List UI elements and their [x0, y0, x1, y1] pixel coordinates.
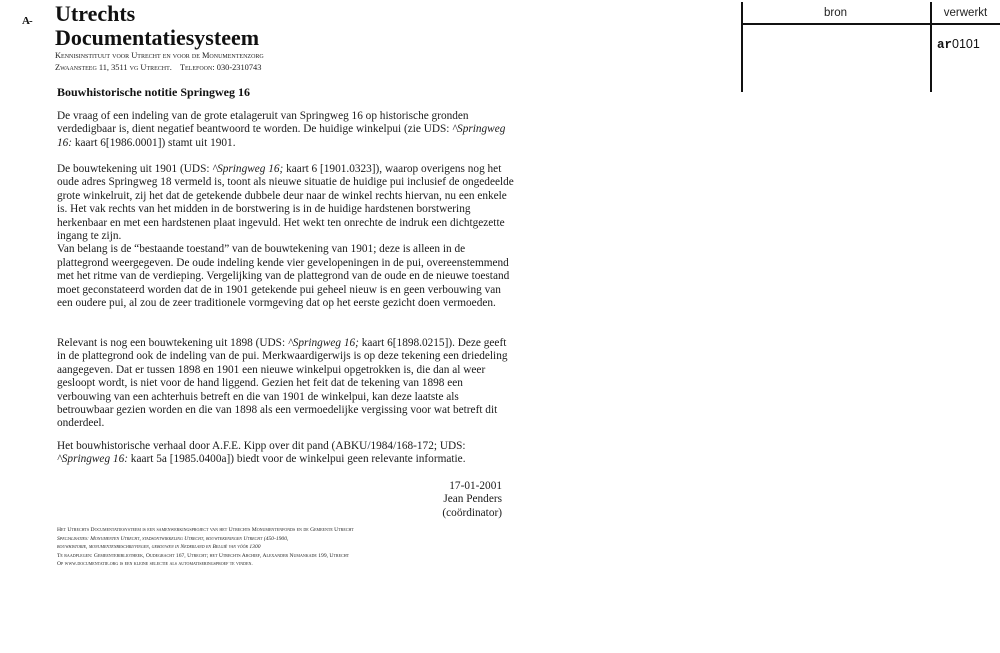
paragraph-1: [57, 110, 517, 150]
organization-address: Zwaansteeg 11, 3511 vg Utrecht.: [55, 63, 172, 72]
organization-subtitle: Kennisinstituut voor Utrecht en voor de Monumentenzorg: [55, 51, 264, 60]
column-header-processed: verwerkt: [943, 7, 988, 19]
document-title: Bouwhistorische notitie Springweg 16: [57, 85, 251, 99]
paragraph-1-text-a: De vraag of een indeling van de grote etalageruit van Springweg 16 op historische gronden verdedigbaar is, dient negatief beantwoord te worden. De huidige winkelpui (zie UDS:: [57, 110, 469, 136]
paragraph-3-text-b: kaart 6[1898.0215]). Deze geeft in de plattegrond ook de indeling van de pui. Merkwaardigerwijs is op deze tekening een driedeling aangegeven. Dat er tussen 1898 en 1901 een nieuwe winkelpui opgetrokken is, die dan al weer gesloopt wordt, is niet voor de hand liggend. Gezien het feit dat de tekening van 1898 een verbouwing van een achterhuis betreft en die van 1901 de winkelpui, kan deze laatste als betrouwbaar gezien worden en die van 1898 als een vermoedelijke vergissing voor wat betreft dit onderdeel.: [57, 337, 508, 430]
registration-code: [937, 37, 980, 52]
paragraph-4-text-b: kaart 5a [1985.0400a]) biedt voor de winkelpui geen relevante informatie.: [127, 453, 466, 466]
signature-role: (coördinator): [442, 506, 502, 519]
column-header-source: bron: [823, 7, 848, 19]
page-footer: [57, 526, 354, 569]
paragraph-1-reference: ^Springweg 16:: [57, 123, 506, 149]
paragraph-2: [57, 163, 517, 310]
logo-title-line1: Utrechts: [55, 1, 136, 26]
footer-line-3: bouwhistorie, monumentenbeschrijvingen, gebouwen in Nederland en België van vóór 1300: [57, 544, 261, 551]
signature-name: Jean Penders: [443, 493, 502, 506]
footer-line-5: Op www.documentatie.org is een kleine selectie als automatiseringsproef te vinden.: [57, 561, 253, 568]
paragraph-4: [57, 440, 517, 467]
paragraph-2-text-a: De bouwtekening uit 1901 (UDS:: [57, 163, 213, 175]
paragraph-3-reference: ^Springweg 16;: [287, 337, 359, 349]
table-header-divider: [741, 23, 1000, 25]
organization-contact: [55, 62, 261, 74]
paragraph-2-continuation: Van belang is de “bestaande toestand” van de bouwtekening van 1901; deze is alleen in de plattegrond weergegeven. De oude indeling kende vier gevelopeningen in de pui, overeenstemmend met het ritme van de verdieping. Vergelijking van de plattegrond van de oude en de nieuwe toestand moet geconstateerd worden dat de in 1901 getekende pui geheel nieuw is en geen verbouwing van een oudere pui, al zou de zeer traditionele vormgeving dat op het eerste gezicht doen vermoeden.: [57, 243, 510, 310]
organization-phone: Telefoon: 030-2310743: [179, 63, 262, 72]
paragraph-4-text-a: Het bouwhistorische verhaal door A.F.E. Kipp over dit pand (ABKU/1984/168-172; UDS:: [57, 440, 466, 452]
logo-title-line2: Documentatiesysteem: [55, 25, 260, 50]
signature-date: 17-01-2001: [449, 480, 502, 492]
paragraph-1-text-b: kaart 6[1986.0001]) stamt uit 1901.: [72, 136, 236, 149]
registration-table: [741, 2, 1000, 92]
footer-line-1: Het Utrechts Documentatiesysteem is een samenwerkingsproject van het Utrechts Monumentenfonds en de Gemeente Utrecht: [57, 527, 354, 533]
organization-logo-title: [55, 2, 259, 50]
paragraph-4-reference: ^Springweg 16:: [57, 453, 128, 466]
paragraph-2-text-b: kaart 6 [1901.0323]), waarop overigens nog het oude adres Springweg 18 vermeld is, toont als nieuwe situatie de huidige pui inclusief de ongedeelde grote winkelruit, zij het dat de getekende dubbele deur naar de winkel rechts hiervan, nu een enkele is. Het vak rechts van het midden in de borstwering is in de huidige hardstenen borstwering herkenbaar en met een hardstenen plaat ingevuld. Het wekt ten onrechte de indruk een dichtgezette ingang te zijn.: [57, 163, 514, 243]
registration-code-prefix: ar: [937, 38, 953, 52]
footer-line-4: Te raadplegen: Gemeentebibliotheek, Oudegracht 167, Utrecht; het Utrechts Archief, Alexander Numankade 199, Utrecht: [57, 552, 350, 559]
signature-block: [442, 480, 502, 520]
paragraph-2-reference: ^Springweg 16;: [212, 163, 284, 175]
registration-code-number: 0101: [952, 37, 980, 51]
corner-mark: A-: [22, 15, 32, 27]
paragraph-3-text-a: Relevant is nog een bouwtekening uit 1898 (UDS:: [57, 337, 288, 349]
footer-line-2: Specialisaties: Monumenten Utrecht, stadsontwikkeling Utrecht, bouwtekeningen Utrecht (450-1900,: [57, 535, 289, 542]
paragraph-3: [57, 337, 517, 431]
